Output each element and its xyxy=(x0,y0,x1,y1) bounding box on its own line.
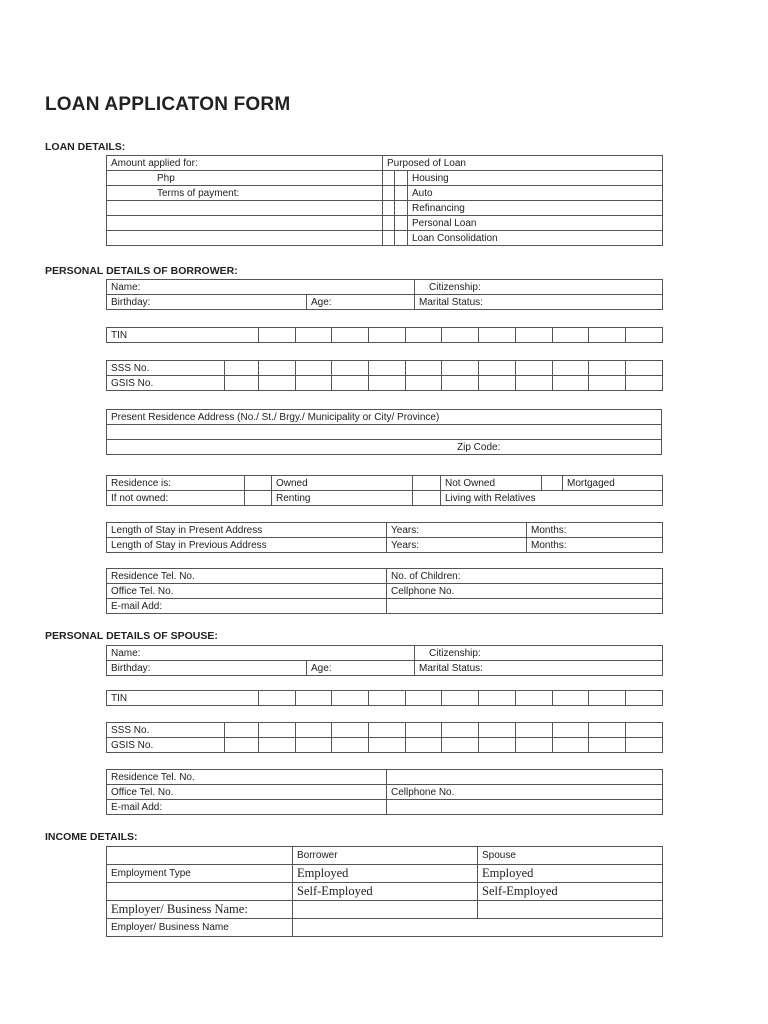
gsis-digit-box[interactable] xyxy=(405,376,442,391)
sss-digit-box[interactable] xyxy=(225,723,259,738)
employer-business-name-label-2: Employer/ Business Name xyxy=(107,919,293,937)
gsis-digit-box[interactable] xyxy=(332,376,369,391)
sss-digit-box[interactable] xyxy=(405,361,442,376)
purpose-option: Refinancing xyxy=(408,201,663,216)
sss-digit-box[interactable] xyxy=(515,723,552,738)
purpose-checkbox-housing-b[interactable] xyxy=(395,171,408,186)
sss-digit-box[interactable] xyxy=(259,723,296,738)
residence-is-label: Residence is: xyxy=(107,476,245,491)
not-owned-checkbox[interactable] xyxy=(413,476,441,491)
tin-digit-box[interactable] xyxy=(552,328,589,343)
residence-tel-field[interactable]: Residence Tel. No. xyxy=(107,569,387,584)
residence-status-table xyxy=(106,475,663,506)
income-heading: INCOME DETAILS: xyxy=(45,831,138,843)
gsis-digit-box[interactable] xyxy=(479,738,516,753)
tin-digit-box[interactable] xyxy=(442,328,479,343)
purpose-checkbox-auto[interactable] xyxy=(383,186,395,201)
tin-label: TIN xyxy=(107,691,259,706)
purpose-checkbox-personal-b[interactable] xyxy=(395,216,408,231)
owned-label: Owned xyxy=(272,476,413,491)
borrower-birthday-field[interactable]: Birthday: xyxy=(107,295,307,310)
tin-digit-box[interactable] xyxy=(332,328,369,343)
gsis-digit-box[interactable] xyxy=(479,376,516,391)
renting-checkbox[interactable] xyxy=(245,491,272,506)
gsis-digit-box[interactable] xyxy=(332,738,369,753)
tin-digit-box[interactable] xyxy=(479,691,516,706)
employer-business-name-field[interactable] xyxy=(293,919,663,937)
mortgaged-label: Mortgaged xyxy=(563,476,663,491)
sss-label: SSS No. xyxy=(107,361,225,376)
children-count-field[interactable]: No. of Children: xyxy=(387,569,663,584)
page-title: LOAN APPLICATON FORM xyxy=(45,94,291,115)
living-relatives-checkbox[interactable] xyxy=(413,491,441,506)
sss-digit-box[interactable] xyxy=(295,361,332,376)
income-details-table xyxy=(106,846,663,937)
stay-present-months-field[interactable]: Months: xyxy=(527,523,663,538)
gsis-digit-box[interactable] xyxy=(552,738,589,753)
gsis-digit-box[interactable] xyxy=(369,376,406,391)
purpose-checkbox-consolidation-b[interactable] xyxy=(395,231,408,246)
borrower-marital-field[interactable]: Marital Status: xyxy=(415,295,663,310)
spouse-tin-table xyxy=(106,690,663,706)
gsis-digit-box[interactable] xyxy=(405,738,442,753)
borrower-contact-table xyxy=(106,568,663,614)
email-field[interactable]: E-mail Add: xyxy=(107,599,387,614)
stay-present-years-field[interactable]: Years: xyxy=(387,523,527,538)
renting-label: Renting xyxy=(272,491,413,506)
tin-digit-box[interactable] xyxy=(589,691,626,706)
office-tel-field[interactable]: Office Tel. No. xyxy=(107,584,387,599)
tin-digit-box[interactable] xyxy=(515,328,552,343)
purpose-checkbox-auto-b[interactable] xyxy=(395,186,408,201)
gsis-digit-box[interactable] xyxy=(259,738,296,753)
employment-type-label: Employment Type xyxy=(107,865,293,883)
gsis-digit-box[interactable] xyxy=(295,738,332,753)
sss-digit-box[interactable] xyxy=(442,361,479,376)
zip-code-field[interactable]: Zip Code: xyxy=(107,440,662,455)
blank-cell xyxy=(107,883,293,901)
sss-digit-box[interactable] xyxy=(552,361,589,376)
loan-purpose-label: Purposed of Loan xyxy=(383,156,663,171)
purpose-checkbox-personal[interactable] xyxy=(383,216,395,231)
address-field[interactable] xyxy=(107,425,662,440)
borrower-citizenship-field[interactable]: Citizenship: xyxy=(415,280,663,295)
purpose-option: Loan Consolidation xyxy=(408,231,663,246)
tin-digit-box[interactable] xyxy=(332,691,369,706)
borrower-self-employed-option[interactable]: Self-Employed xyxy=(293,883,478,901)
sss-digit-box[interactable] xyxy=(589,361,626,376)
borrower-column-header: Borrower xyxy=(293,847,478,865)
spouse-name-field[interactable]: Name: xyxy=(107,646,415,661)
gsis-digit-box[interactable] xyxy=(589,738,626,753)
blank-field[interactable] xyxy=(387,599,663,614)
spouse-contact-table xyxy=(106,769,663,815)
sss-digit-box[interactable] xyxy=(515,361,552,376)
spouse-employed-option[interactable]: Employed xyxy=(478,865,663,883)
sss-digit-box[interactable] xyxy=(552,723,589,738)
borrower-employed-option[interactable]: Employed xyxy=(293,865,478,883)
tin-digit-box[interactable] xyxy=(479,328,516,343)
borrower-heading: PERSONAL DETAILS OF BORROWER: xyxy=(45,265,238,277)
sss-digit-box[interactable] xyxy=(442,723,479,738)
tin-digit-box[interactable] xyxy=(295,328,332,343)
stay-previous-months-field[interactable]: Months: xyxy=(527,538,663,553)
blank-field[interactable] xyxy=(107,231,383,246)
sss-digit-box[interactable] xyxy=(479,361,516,376)
living-relatives-label: Living with Relatives xyxy=(441,491,663,506)
purpose-checkbox-consolidation[interactable] xyxy=(383,231,395,246)
sss-digit-box[interactable] xyxy=(295,723,332,738)
gsis-digit-box[interactable] xyxy=(625,738,662,753)
gsis-label: GSIS No. xyxy=(107,376,225,391)
email-field[interactable]: E-mail Add: xyxy=(107,800,387,815)
gsis-digit-box[interactable] xyxy=(552,376,589,391)
tin-digit-box[interactable] xyxy=(625,328,662,343)
tin-digit-box[interactable] xyxy=(259,691,296,706)
tin-digit-box[interactable] xyxy=(295,691,332,706)
purpose-option: Auto xyxy=(408,186,663,201)
sss-digit-box[interactable] xyxy=(479,723,516,738)
blank-field[interactable] xyxy=(387,770,663,785)
gsis-label: GSIS No. xyxy=(107,738,225,753)
spouse-employer-field[interactable] xyxy=(478,901,663,919)
purpose-checkbox-refinancing-b[interactable] xyxy=(395,201,408,216)
tin-digit-box[interactable] xyxy=(369,328,406,343)
terms-of-payment-field[interactable]: Terms of payment: xyxy=(107,186,383,201)
sss-digit-box[interactable] xyxy=(332,361,369,376)
spouse-heading: PERSONAL DETAILS OF SPOUSE: xyxy=(45,630,218,642)
gsis-digit-box[interactable] xyxy=(515,376,552,391)
loan-details-table xyxy=(106,155,663,246)
borrower-employer-field[interactable] xyxy=(293,901,478,919)
spouse-citizenship-field[interactable]: Citizenship: xyxy=(415,646,663,661)
office-tel-field[interactable]: Office Tel. No. xyxy=(107,785,387,800)
mortgaged-checkbox[interactable] xyxy=(542,476,563,491)
stay-previous-label: Length of Stay in Previous Address xyxy=(107,538,387,553)
residence-tel-field[interactable]: Residence Tel. No. xyxy=(107,770,387,785)
spouse-column-header: Spouse xyxy=(478,847,663,865)
gsis-digit-box[interactable] xyxy=(442,738,479,753)
borrower-age-field[interactable]: Age: xyxy=(307,295,415,310)
borrower-sss-gsis-table xyxy=(106,360,663,391)
borrower-tin-table xyxy=(106,327,663,343)
tin-digit-box[interactable] xyxy=(405,691,442,706)
not-owned-label: Not Owned xyxy=(441,476,542,491)
address-label: Present Residence Address (No./ St./ Brgy./ Municipality or City/ Province) xyxy=(107,410,662,425)
tin-digit-box[interactable] xyxy=(552,691,589,706)
gsis-digit-box[interactable] xyxy=(259,376,296,391)
blank-cell xyxy=(107,847,293,865)
length-of-stay-table xyxy=(106,522,663,553)
stay-present-label: Length of Stay in Present Address xyxy=(107,523,387,538)
sss-digit-box[interactable] xyxy=(369,723,406,738)
sss-digit-box[interactable] xyxy=(589,723,626,738)
sss-label: SSS No. xyxy=(107,723,225,738)
blank-field[interactable] xyxy=(387,800,663,815)
sss-digit-box[interactable] xyxy=(625,723,662,738)
sss-digit-box[interactable] xyxy=(332,723,369,738)
sss-digit-box[interactable] xyxy=(405,723,442,738)
purpose-checkbox-refinancing[interactable] xyxy=(383,201,395,216)
purpose-checkbox-housing[interactable] xyxy=(383,171,395,186)
purpose-option: Housing xyxy=(408,171,663,186)
tin-digit-box[interactable] xyxy=(625,691,662,706)
spouse-marital-field[interactable]: Marital Status: xyxy=(415,661,663,676)
gsis-digit-box[interactable] xyxy=(442,376,479,391)
cellphone-field[interactable]: Cellphone No. xyxy=(387,785,663,800)
spouse-self-employed-option[interactable]: Self-Employed xyxy=(478,883,663,901)
stay-previous-years-field[interactable]: Years: xyxy=(387,538,527,553)
spouse-sss-gsis-table xyxy=(106,722,663,753)
borrower-address-table xyxy=(106,409,662,455)
tin-digit-box[interactable] xyxy=(369,691,406,706)
sss-digit-box[interactable] xyxy=(369,361,406,376)
gsis-digit-box[interactable] xyxy=(225,376,259,391)
employer-business-name-label: Employer/ Business Name: xyxy=(107,901,293,919)
tin-digit-box[interactable] xyxy=(405,328,442,343)
tin-digit-box[interactable] xyxy=(259,328,296,343)
tin-digit-box[interactable] xyxy=(515,691,552,706)
gsis-digit-box[interactable] xyxy=(369,738,406,753)
gsis-digit-box[interactable] xyxy=(225,738,259,753)
sss-digit-box[interactable] xyxy=(625,361,662,376)
tin-digit-box[interactable] xyxy=(589,328,626,343)
php-amount-field[interactable]: Php xyxy=(107,171,383,186)
gsis-digit-box[interactable] xyxy=(515,738,552,753)
purpose-option: Personal Loan xyxy=(408,216,663,231)
if-not-owned-label: If not owned: xyxy=(107,491,245,506)
spouse-age-field[interactable]: Age: xyxy=(307,661,415,676)
owned-checkbox[interactable] xyxy=(245,476,272,491)
cellphone-field[interactable]: Cellphone No. xyxy=(387,584,663,599)
blank-field[interactable] xyxy=(107,216,383,231)
gsis-digit-box[interactable] xyxy=(295,376,332,391)
gsis-digit-box[interactable] xyxy=(589,376,626,391)
borrower-name-field[interactable]: Name: xyxy=(107,280,415,295)
spouse-birthday-field[interactable]: Birthday: xyxy=(107,661,307,676)
spouse-name-table xyxy=(106,645,663,676)
gsis-digit-box[interactable] xyxy=(625,376,662,391)
tin-digit-box[interactable] xyxy=(442,691,479,706)
loan-details-heading: LOAN DETAILS: xyxy=(45,141,126,153)
blank-field[interactable] xyxy=(107,201,383,216)
borrower-name-table xyxy=(106,279,663,310)
tin-label: TIN xyxy=(107,328,259,343)
amount-applied-field[interactable]: Amount applied for: xyxy=(107,156,383,171)
sss-digit-box[interactable] xyxy=(225,361,259,376)
sss-digit-box[interactable] xyxy=(259,361,296,376)
